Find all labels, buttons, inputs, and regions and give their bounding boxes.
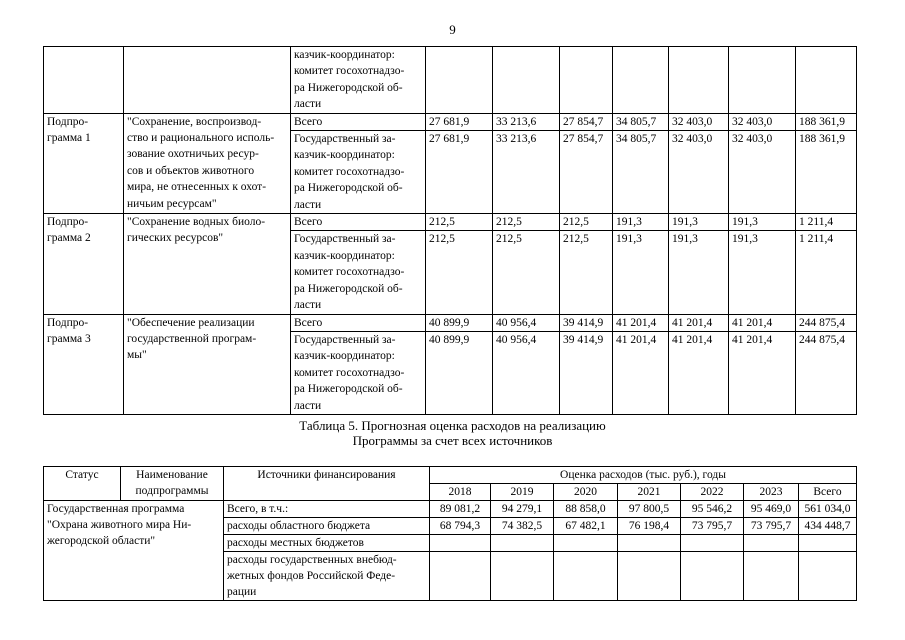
value-cell: 1 211,4 [796, 214, 857, 231]
value-cell [430, 535, 491, 552]
value-cell: 34 805,7 [613, 113, 669, 130]
table-row [44, 501, 857, 518]
continued-row [44, 47, 857, 114]
value-cell [618, 552, 681, 601]
value-cell [744, 552, 799, 601]
value-cell: 74 382,5 [491, 518, 554, 535]
source-cell: Государственный за- казчик-координатор: комитет госохотнадзо- ра Нижегородской об- ласти [291, 131, 426, 214]
value-cell: 27 854,7 [560, 113, 613, 130]
value-cell: 68 794,3 [430, 518, 491, 535]
year-header: 2019 [491, 484, 554, 501]
page-number: 9 [449, 22, 456, 37]
value-cell: 33 213,6 [493, 113, 560, 130]
source-cell: расходы областного бюджета [224, 518, 430, 535]
funding-sources-header: Источники финансирования [224, 467, 430, 501]
source-cell: Всего [291, 314, 426, 331]
value-cell: 39 414,9 [560, 314, 613, 331]
value-cell [554, 535, 618, 552]
value-cell: 95 469,0 [744, 501, 799, 518]
source-cell: Государственный за- казчик-координатор: комитет госохотнадзо- ра Нижегородской об- ласти [291, 231, 426, 314]
value-cell: 88 858,0 [554, 501, 618, 518]
status-cell: Подпро- грамма 1 [44, 113, 124, 213]
value-cell [491, 535, 554, 552]
value-cell: 32 403,0 [669, 131, 729, 214]
value-cell: 244 875,4 [796, 331, 857, 414]
value-cell: 39 414,9 [560, 331, 613, 414]
subprogram-name-cell: "Сохранение, воспроизвод- ство и рационального исполь- зование охотничьих ресур- сов и объектов животного мира, не отнесенных к охот- ничьим ресурсам" [124, 113, 291, 213]
value-cell: 94 279,1 [491, 501, 554, 518]
header-row [44, 467, 857, 484]
status-header: Статус [44, 467, 121, 501]
source-cell: казчик-координатор: комитет госохотнадзо- ра Нижегородской об- ласти [291, 47, 426, 114]
value-cell: 244 875,4 [796, 314, 857, 331]
value-cell: 191,3 [669, 231, 729, 314]
year-header: 2018 [430, 484, 491, 501]
value-cell: 434 448,7 [799, 518, 857, 535]
table-row [44, 214, 857, 231]
status-cell: Подпро- грамма 3 [44, 314, 124, 414]
year-header: 2023 [744, 484, 799, 501]
year-header: 2022 [681, 484, 744, 501]
value-cell [799, 552, 857, 601]
value-cell [554, 552, 618, 601]
source-cell: Всего [291, 113, 426, 130]
value-cell: 1 211,4 [796, 231, 857, 314]
subprogram-budget-table [43, 46, 857, 415]
value-cell: 27 681,9 [426, 113, 493, 130]
value-cell: 212,5 [493, 214, 560, 231]
table-caption-line-1: Таблица 5. Прогнозная оценка расходов на реализацию [299, 418, 606, 433]
value-cell [681, 552, 744, 601]
value-cell: 27 854,7 [560, 131, 613, 214]
source-cell: Всего [291, 214, 426, 231]
value-cell: 32 403,0 [729, 131, 796, 214]
value-cell: 67 482,1 [554, 518, 618, 535]
value-cell: 40 899,9 [426, 314, 493, 331]
value-cell: 188 361,9 [796, 131, 857, 214]
value-cell: 561 034,0 [799, 501, 857, 518]
year-header: 2020 [554, 484, 618, 501]
status-cell: Подпро- грамма 2 [44, 214, 124, 314]
value-cell [799, 535, 857, 552]
table-row [44, 314, 857, 331]
value-cell: 41 201,4 [669, 314, 729, 331]
value-cell: 191,3 [613, 214, 669, 231]
value-cell [618, 535, 681, 552]
program-cell: Государственная программа "Охрана животного мира Ни- жегородской области" [44, 501, 224, 601]
value-cell: 188 361,9 [796, 113, 857, 130]
value-cell: 212,5 [560, 231, 613, 314]
source-cell: расходы местных бюджетов [224, 535, 430, 552]
value-cell [430, 552, 491, 601]
value-cell: 41 201,4 [613, 331, 669, 414]
value-cell: 41 201,4 [613, 314, 669, 331]
table-row [44, 113, 857, 130]
forecast-expense-table [43, 466, 857, 601]
value-cell: 33 213,6 [493, 131, 560, 214]
total-header: Всего [799, 484, 857, 501]
subprogram-name-cell: "Обеспечение реализации государственной програм- мы" [124, 314, 291, 414]
table-caption-line-2: Программы за счет всех источников [352, 433, 553, 448]
source-cell: расходы государственных внебюд- жетных фондов Российской Феде- рации [224, 552, 430, 601]
value-cell: 212,5 [560, 214, 613, 231]
value-cell [744, 535, 799, 552]
value-cell: 97 800,5 [618, 501, 681, 518]
value-cell: 32 403,0 [669, 113, 729, 130]
value-cell: 32 403,0 [729, 113, 796, 130]
value-cell: 73 795,7 [681, 518, 744, 535]
value-cell: 191,3 [729, 214, 796, 231]
value-cell: 191,3 [729, 231, 796, 314]
value-cell: 212,5 [426, 214, 493, 231]
value-cell: 89 081,2 [430, 501, 491, 518]
subprogram-name-header: Наименование подпрограммы [121, 467, 224, 501]
subprogram-name-cell: "Сохранение водных биоло- гических ресурсов" [124, 214, 291, 314]
value-cell: 73 795,7 [744, 518, 799, 535]
expense-estimate-header: Оценка расходов (тыс. руб.), годы [430, 467, 857, 484]
value-cell: 191,3 [613, 231, 669, 314]
value-cell: 34 805,7 [613, 131, 669, 214]
year-header: 2021 [618, 484, 681, 501]
value-cell: 191,3 [669, 214, 729, 231]
value-cell: 212,5 [493, 231, 560, 314]
value-cell: 40 956,4 [493, 314, 560, 331]
value-cell: 27 681,9 [426, 131, 493, 214]
source-cell: Всего, в т.ч.: [224, 501, 430, 518]
value-cell: 41 201,4 [669, 331, 729, 414]
value-cell: 95 546,2 [681, 501, 744, 518]
value-cell [681, 535, 744, 552]
value-cell: 41 201,4 [729, 331, 796, 414]
value-cell: 40 956,4 [493, 331, 560, 414]
value-cell: 40 899,9 [426, 331, 493, 414]
value-cell: 212,5 [426, 231, 493, 314]
value-cell: 76 198,4 [618, 518, 681, 535]
source-cell: Государственный за- казчик-координатор: комитет госохотнадзо- ра Нижегородской об- ласти [291, 331, 426, 414]
value-cell: 41 201,4 [729, 314, 796, 331]
value-cell [491, 552, 554, 601]
